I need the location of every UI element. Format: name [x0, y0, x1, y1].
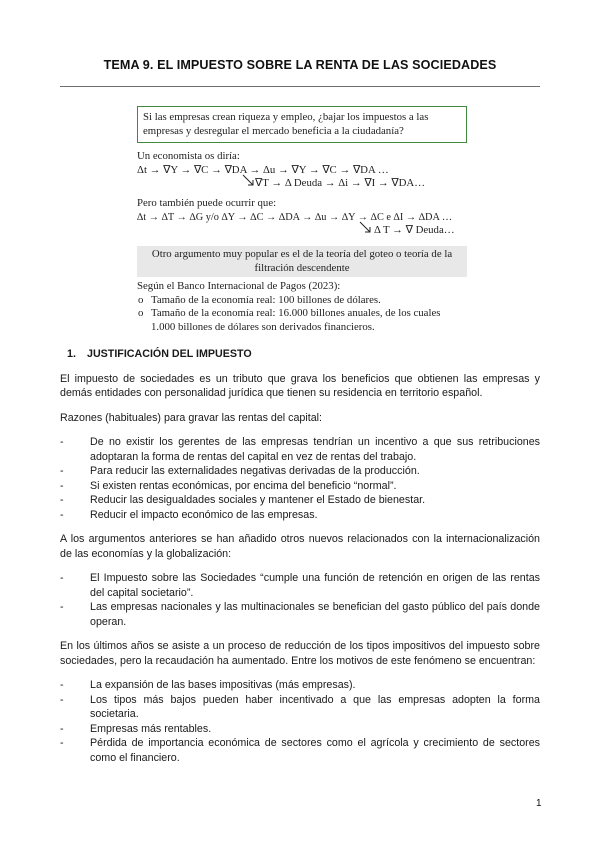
list-item	[60, 435, 540, 464]
list-item-text: Reducir el impacto económico de las empresas.	[90, 508, 318, 521]
section-heading-text: JUSTIFICACIÓN DEL IMPUESTO	[87, 348, 252, 360]
section-heading	[67, 347, 540, 362]
diagonal-arrow-icon	[359, 221, 373, 235]
dash-icon: -	[60, 601, 64, 613]
dash-icon: -	[60, 465, 64, 477]
bis-list	[137, 294, 467, 335]
dash-icon: -	[60, 508, 64, 521]
dash-icon: -	[60, 737, 64, 749]
also-chain-1: ∆t → ∆T → ∆G y/o ∆Y → ∆C → ∆DA → ∆u → ∆Y → ∆C e ∆I → ∆DA …	[137, 211, 453, 223]
reasons-list	[60, 435, 540, 522]
bis-title: Según el Banco Internacional de Pagos (2023):	[137, 280, 341, 292]
list-item-text: Pérdida de importancia económica de sectores como el agrícola y crecimiento de sectores como el financiero.	[90, 737, 540, 764]
bullet-icon: o	[138, 293, 144, 306]
page-number: 1	[536, 798, 542, 809]
dash-icon: -	[60, 494, 64, 506]
economist-chain-2: ∇T → Δ Deuda → Δi → ∇I → ∇DA…	[255, 177, 426, 189]
list-item	[60, 736, 540, 765]
new-args-list	[60, 571, 540, 629]
list-item	[60, 464, 540, 479]
question-box	[137, 106, 467, 143]
list-item	[60, 493, 540, 508]
list-item-text: Los tipos más bajos pueden haber incentivado a que las empresas adopten la forma societaria.	[90, 693, 540, 720]
list-item	[60, 600, 540, 629]
also-title: Pero también puede ocurrir que:	[137, 197, 277, 209]
list-item	[137, 307, 467, 334]
dash-icon: -	[60, 436, 64, 448]
dash-icon: -	[60, 722, 64, 735]
list-item-text: Empresas más rentables.	[90, 722, 212, 735]
economist-branch	[137, 177, 467, 190]
figure-question: Si las empresas crean riqueza y empleo, ¿bajar los impuestos a las empresas y desregular el mercado beneficia a la ciudadanía?	[143, 111, 429, 137]
section-number: 1.	[67, 348, 76, 360]
dash-icon: -	[60, 572, 64, 584]
page-title: TEMA 9. EL IMPUESTO SOBRE LA RENTA DE LAS SOCIEDADES	[103, 58, 497, 72]
list-item-text: Las empresas nacionales y las multinacionales se benefician del gasto público del país donde operan.	[90, 601, 540, 628]
list-item-text: Reducir las desigualdades sociales y mantener el Estado de bienestar.	[90, 494, 426, 506]
trend-paragraph: En los últimos años se asiste a un proceso de reducción de los tipos impositivos del impuesto sobre sociedades, pero la recaudación ha aumentado. Entre los motivos de este fenómeno se encuentran:	[60, 640, 540, 667]
list-item	[137, 294, 467, 308]
also-branch	[137, 224, 467, 237]
list-item-text: Para reducir las externalidades negativas derivadas de la producción.	[90, 465, 420, 477]
trickle-down-note	[137, 246, 467, 277]
dash-icon: -	[60, 693, 64, 706]
list-item	[60, 722, 540, 737]
list-item-text: De no existir los gerentes de las empresas tendrían un incentivo a que sus retribuciones adoptaran la forma de rentas del capital en vez de rentas del trabajo.	[90, 436, 540, 463]
economist-chain-1: Δt → ∇Y → ∇C → ∇DA → Δu → ∇Y → ∇C → ∇DA …	[137, 163, 389, 176]
bis-item-text: Tamaño de la economía real: 16.000 billones anuales, de los cuales 1.000 billones de dólares son derivados financieros.	[151, 307, 441, 333]
list-item-text: Si existen rentas económicas, por encima del beneficio “normal”.	[90, 479, 397, 492]
list-item	[60, 693, 540, 722]
intro-paragraph: El impuesto de sociedades es un tributo que grava los beneficios que obtienen las empresas y demás entidades con personalidad jurídica que tienen su residencia en territorio español.	[60, 372, 540, 399]
title-divider	[60, 86, 540, 87]
document-body	[60, 347, 540, 775]
bullet-icon: o	[138, 307, 144, 319]
list-item-text: La expansión de las bases impositivas (más empresas).	[90, 679, 356, 691]
also-chain-2: Δ T → ∇ Deuda…	[374, 224, 455, 236]
dash-icon: -	[60, 479, 64, 492]
list-item	[60, 571, 540, 600]
dash-icon: -	[60, 679, 64, 691]
also-block	[137, 197, 467, 237]
new-args-title: A los argumentos anteriores se han añadido otros nuevos relacionados con la internacionalización de las economías y la globalización:	[60, 533, 540, 560]
economist-block	[137, 150, 467, 190]
economist-title: Un economista os diría:	[137, 150, 240, 162]
list-item-text: El Impuesto sobre las Sociedades “cumple una función de retención en origen de las rentas del capital societario”.	[90, 572, 540, 599]
embedded-figure	[137, 106, 467, 334]
bis-item-text: Tamaño de la economía real: 100 billones de dólares.	[151, 293, 381, 306]
diagonal-arrow-icon	[242, 174, 256, 188]
trend-list	[60, 678, 540, 765]
reasons-title: Razones (habituales) para gravar las rentas del capital:	[60, 411, 322, 424]
list-item	[60, 479, 540, 494]
shaded-note-text: Otro argumento muy popular es el de la teoría del goteo o teoría de la filtración descendente	[151, 248, 453, 274]
list-item	[60, 508, 540, 523]
list-item	[60, 678, 540, 693]
